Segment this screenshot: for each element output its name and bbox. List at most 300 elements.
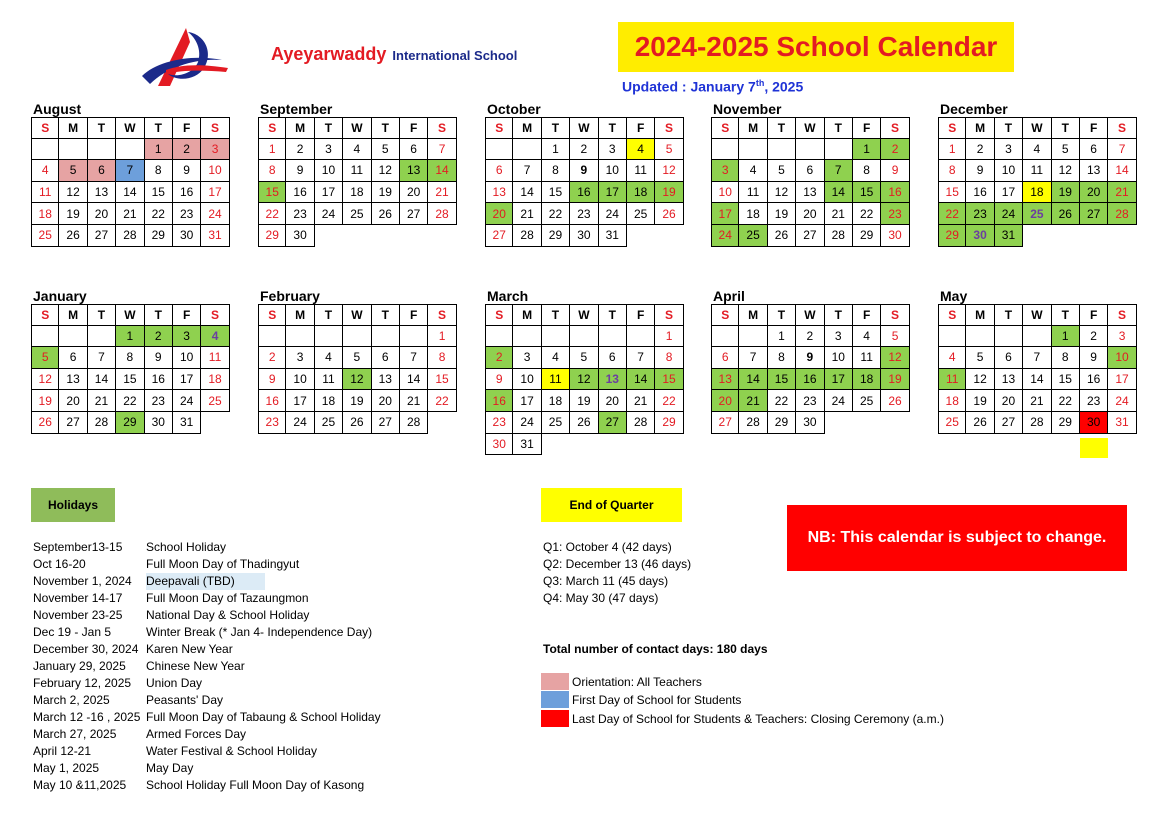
empty-cell [513,326,541,348]
date-cell: 30 [796,412,824,434]
date-cell: 24 [599,203,627,225]
may-yellow-marker [1080,438,1108,458]
date-cell: 20 [995,390,1023,412]
holiday-name: May Day [146,761,194,775]
empty-cell [258,326,286,348]
date-cell: 25 [542,412,570,434]
date-cell: 4 [542,347,570,369]
day-header: T [995,117,1023,139]
date-cell: 20 [88,203,116,225]
date-cell: 1 [853,139,881,161]
day-header: T [88,117,116,139]
month-name: August [33,101,82,117]
date-cell: 4 [1023,139,1051,161]
date-cell: 22 [258,203,286,225]
day-header: T [768,117,796,139]
date-cell: 1 [116,326,144,348]
date-cell: 18 [315,390,343,412]
date-cell: 7 [513,160,541,182]
date-cell: 26 [966,412,994,434]
date-cell: 2 [286,139,314,161]
date-cell: 30 [286,225,314,247]
holiday-name: Deepavali (TBD) [146,573,265,590]
month-march [485,288,689,455]
date-cell: 3 [995,139,1023,161]
day-header: F [400,304,428,326]
date-cell: 19 [1052,182,1080,204]
empty-cell [88,326,116,348]
date-cell: 8 [258,160,286,182]
date-cell: 20 [485,203,513,225]
date-cell: 18 [343,182,371,204]
date-cell: 31 [599,225,627,247]
date-cell: 24 [711,225,739,247]
date-cell: 23 [966,203,994,225]
date-cell: 20 [59,390,87,412]
date-cell: 14 [428,160,456,182]
empty-cell [542,434,570,456]
date-cell: 20 [796,203,824,225]
month-grid [485,117,689,247]
total-contact-days: Total number of contact days: 180 days [543,642,768,656]
month-october [485,101,689,247]
empty-cell [1108,225,1136,247]
date-cell: 25 [1023,203,1051,225]
date-cell: 27 [88,225,116,247]
day-header: W [570,304,598,326]
date-cell: 3 [513,347,541,369]
date-cell: 17 [599,182,627,204]
date-cell: 29 [1052,412,1080,434]
day-header: M [59,304,87,326]
date-cell: 21 [428,182,456,204]
date-cell: 7 [88,347,116,369]
day-header: T [145,117,173,139]
date-cell: 3 [173,326,201,348]
month-name: May [940,288,968,304]
holiday-row [33,641,381,658]
date-cell: 22 [542,203,570,225]
holiday-name: Armed Forces Day [146,727,247,741]
day-header: F [173,117,201,139]
date-cell: 9 [485,369,513,391]
date-cell: 27 [400,203,428,225]
holiday-row [33,777,381,794]
holiday-row [33,743,381,760]
date-cell: 23 [570,203,598,225]
updated-sup: th [755,78,765,88]
month-name: October [487,101,541,117]
day-header: W [796,304,824,326]
date-cell: 7 [400,347,428,369]
date-cell: 22 [655,390,683,412]
day-header: S [711,304,739,326]
date-cell: 22 [428,390,456,412]
date-cell: 15 [655,369,683,391]
quarter-item: Q3: March 11 (45 days) [543,574,669,588]
holiday-row [33,624,381,641]
holiday-date: November 1, 2024 [33,574,132,588]
date-cell: 31 [1108,412,1136,434]
date-cell: 24 [825,390,853,412]
day-header: S [201,304,229,326]
month-grid [485,304,689,455]
date-cell: 7 [825,160,853,182]
date-cell: 15 [938,182,966,204]
month-grid [711,304,915,434]
date-cell: 27 [796,225,824,247]
calendar-title-box [618,22,1014,72]
date-cell: 23 [881,203,909,225]
date-cell: 11 [201,347,229,369]
date-cell: 8 [768,347,796,369]
month-november [711,101,915,247]
day-header: T [1052,304,1080,326]
day-header: S [1108,117,1136,139]
date-cell: 23 [485,412,513,434]
day-header: T [372,304,400,326]
date-cell: 13 [400,160,428,182]
date-cell: 8 [145,160,173,182]
date-cell: 29 [116,412,144,434]
date-cell: 3 [1108,326,1136,348]
holiday-row [33,658,381,675]
date-cell: 6 [711,347,739,369]
date-cell: 9 [258,369,286,391]
date-cell: 7 [116,160,144,182]
date-cell: 10 [173,347,201,369]
empty-cell [966,326,994,348]
date-cell: 15 [145,182,173,204]
date-cell: 19 [966,390,994,412]
date-cell: 19 [881,369,909,391]
date-cell: 8 [542,160,570,182]
date-cell: 2 [1080,326,1108,348]
updated-prefix: Updated : January 7 [622,78,756,95]
date-cell: 12 [1052,160,1080,182]
quarter-list [543,539,691,607]
quarter-item: Q1: October 4 (42 days) [543,540,672,554]
date-cell: 14 [513,182,541,204]
date-cell: 20 [1080,182,1108,204]
date-cell: 9 [145,347,173,369]
updated-date [622,78,803,95]
date-cell: 24 [513,412,541,434]
date-cell: 4 [853,326,881,348]
holiday-name: Water Festival & School Holiday [146,744,317,758]
empty-cell [711,326,739,348]
day-header: M [513,117,541,139]
empty-cell [315,225,343,247]
date-cell: 23 [286,203,314,225]
date-cell: 7 [1023,347,1051,369]
date-cell: 13 [372,369,400,391]
day-header: S [881,117,909,139]
date-cell: 13 [711,369,739,391]
date-cell: 1 [655,326,683,348]
day-header: W [570,117,598,139]
date-cell: 17 [995,182,1023,204]
date-cell: 2 [173,139,201,161]
date-cell: 8 [938,160,966,182]
empty-cell [542,326,570,348]
month-name: January [33,288,87,304]
date-cell: 15 [768,369,796,391]
day-header: S [31,117,59,139]
legend-item [541,691,741,708]
date-cell: 30 [966,225,994,247]
date-cell: 26 [372,203,400,225]
date-cell: 18 [627,182,655,204]
empty-cell [286,326,314,348]
date-cell: 31 [995,225,1023,247]
date-cell: 16 [570,182,598,204]
date-cell: 12 [966,369,994,391]
holiday-date: May 1, 2025 [33,761,100,775]
empty-cell [372,326,400,348]
date-cell: 29 [938,225,966,247]
date-cell: 1 [768,326,796,348]
date-cell: 21 [627,390,655,412]
holiday-name: Winter Break (* Jan 4- Independence Day) [146,625,373,639]
empty-cell [881,412,909,434]
date-cell: 4 [938,347,966,369]
holiday-name: Full Moon Day of Thadingyut [146,557,300,571]
date-cell: 16 [966,182,994,204]
empty-cell [570,434,598,456]
empty-cell [627,434,655,456]
month-august [31,101,235,247]
date-cell: 9 [966,160,994,182]
legend-swatch [541,710,569,727]
empty-cell [739,326,767,348]
date-cell: 1 [1052,326,1080,348]
date-cell: 24 [201,203,229,225]
date-cell: 9 [1080,347,1108,369]
date-cell: 22 [116,390,144,412]
date-cell: 11 [31,182,59,204]
date-cell: 28 [739,412,767,434]
day-header: M [739,304,767,326]
date-cell: 8 [655,347,683,369]
date-cell: 2 [966,139,994,161]
holiday-date: March 27, 2025 [33,727,117,741]
date-cell: 8 [116,347,144,369]
empty-cell [372,225,400,247]
empty-cell [31,139,59,161]
date-cell: 12 [59,182,87,204]
date-cell: 8 [428,347,456,369]
date-cell: 6 [796,160,824,182]
date-cell: 12 [31,369,59,391]
holiday-name: Union Day [146,676,203,690]
calendar-title: 2024-2025 School Calendar [634,31,998,62]
date-cell: 5 [655,139,683,161]
empty-cell [995,326,1023,348]
day-header: F [627,117,655,139]
date-cell: 18 [938,390,966,412]
date-cell: 15 [258,182,286,204]
month-name: March [487,288,529,304]
empty-cell [796,139,824,161]
date-cell: 7 [428,139,456,161]
date-cell: 29 [145,225,173,247]
empty-cell [711,139,739,161]
date-cell: 11 [739,182,767,204]
date-cell: 22 [1052,390,1080,412]
date-cell: 5 [966,347,994,369]
date-cell: 14 [116,182,144,204]
date-cell: 9 [286,160,314,182]
date-cell: 13 [59,369,87,391]
day-header: S [1108,304,1136,326]
empty-cell [627,326,655,348]
date-cell: 12 [655,160,683,182]
date-cell: 27 [599,412,627,434]
day-header: F [400,117,428,139]
date-cell: 5 [372,139,400,161]
school-name-text: Ayeyarwaddy [271,44,387,64]
month-grid [31,117,235,247]
day-header: T [145,304,173,326]
month-september [258,101,462,247]
day-header: T [315,117,343,139]
empty-cell [938,326,966,348]
day-header: T [825,304,853,326]
date-cell: 19 [768,203,796,225]
month-april [711,288,915,434]
empty-cell [655,225,683,247]
date-cell: 16 [796,369,824,391]
date-cell: 6 [59,347,87,369]
date-cell: 20 [599,390,627,412]
date-cell: 15 [428,369,456,391]
date-cell: 4 [739,160,767,182]
day-header: S [428,304,456,326]
month-may [938,288,1142,434]
holidays-badge: Holidays [31,488,115,522]
holiday-row [33,539,381,556]
holiday-row [33,556,381,573]
holiday-row [33,607,381,624]
date-cell: 23 [258,412,286,434]
month-name: September [260,101,333,117]
date-cell: 6 [995,347,1023,369]
date-cell: 21 [1023,390,1051,412]
holiday-name: School Holiday Full Moon Day of Kasong [146,778,365,792]
date-cell: 2 [258,347,286,369]
date-cell: 28 [1023,412,1051,434]
date-cell: 12 [570,369,598,391]
empty-cell [201,412,229,434]
day-header: S [881,304,909,326]
date-cell: 2 [485,347,513,369]
empty-cell [315,326,343,348]
day-header: W [796,117,824,139]
day-header: F [173,304,201,326]
holiday-date: Oct 16-20 [33,557,86,571]
date-cell: 14 [400,369,428,391]
empty-cell [59,139,87,161]
legend-label: First Day of School for Students [572,692,742,707]
date-cell: 28 [627,412,655,434]
date-cell: 19 [343,390,371,412]
date-cell: 4 [343,139,371,161]
date-cell: 18 [853,369,881,391]
date-cell: 16 [286,182,314,204]
date-cell: 20 [400,182,428,204]
date-cell: 30 [145,412,173,434]
holiday-date: December 30, 2024 [33,642,139,656]
legend-item [541,710,944,727]
empty-cell [599,434,627,456]
date-cell: 2 [796,326,824,348]
date-cell: 4 [315,347,343,369]
date-cell: 19 [31,390,59,412]
date-cell: 17 [173,369,201,391]
date-cell: 10 [286,369,314,391]
day-header: T [995,304,1023,326]
empty-cell [1023,326,1051,348]
date-cell: 12 [881,347,909,369]
day-header: F [853,117,881,139]
date-cell: 2 [881,139,909,161]
day-header: S [485,117,513,139]
empty-cell [1052,225,1080,247]
date-cell: 17 [513,390,541,412]
date-cell: 26 [31,412,59,434]
day-header: W [116,117,144,139]
date-cell: 21 [1108,182,1136,204]
date-cell: 26 [768,225,796,247]
date-cell: 22 [938,203,966,225]
day-header: F [627,304,655,326]
day-header: S [655,304,683,326]
legend-label: Orientation: All Teachers [572,674,702,689]
date-cell: 10 [315,160,343,182]
date-cell: 13 [485,182,513,204]
day-header: S [938,304,966,326]
date-cell: 21 [400,390,428,412]
date-cell: 29 [768,412,796,434]
day-header: T [599,117,627,139]
date-cell: 31 [173,412,201,434]
month-december [938,101,1142,247]
date-cell: 11 [1023,160,1051,182]
legend-label: Last Day of School for Students & Teachers: Closing Ceremony (a.m.) [572,711,944,726]
holiday-date: February 12, 2025 [33,676,132,690]
date-cell: 24 [995,203,1023,225]
quarter-item: Q4: May 30 (47 days) [543,591,659,605]
date-cell: 10 [825,347,853,369]
date-cell: 24 [1108,390,1136,412]
date-cell: 25 [343,203,371,225]
date-cell: 24 [286,412,314,434]
date-cell: 12 [343,369,371,391]
date-cell: 30 [881,225,909,247]
holiday-list [33,539,381,794]
empty-cell [768,139,796,161]
date-cell: 18 [31,203,59,225]
date-cell: 14 [739,369,767,391]
date-cell: 24 [173,390,201,412]
date-cell: 16 [258,390,286,412]
date-cell: 11 [853,347,881,369]
quarter-item: Q2: December 13 (46 days) [543,557,692,571]
date-cell: 28 [513,225,541,247]
day-header: M [286,117,314,139]
month-name: April [713,288,745,304]
